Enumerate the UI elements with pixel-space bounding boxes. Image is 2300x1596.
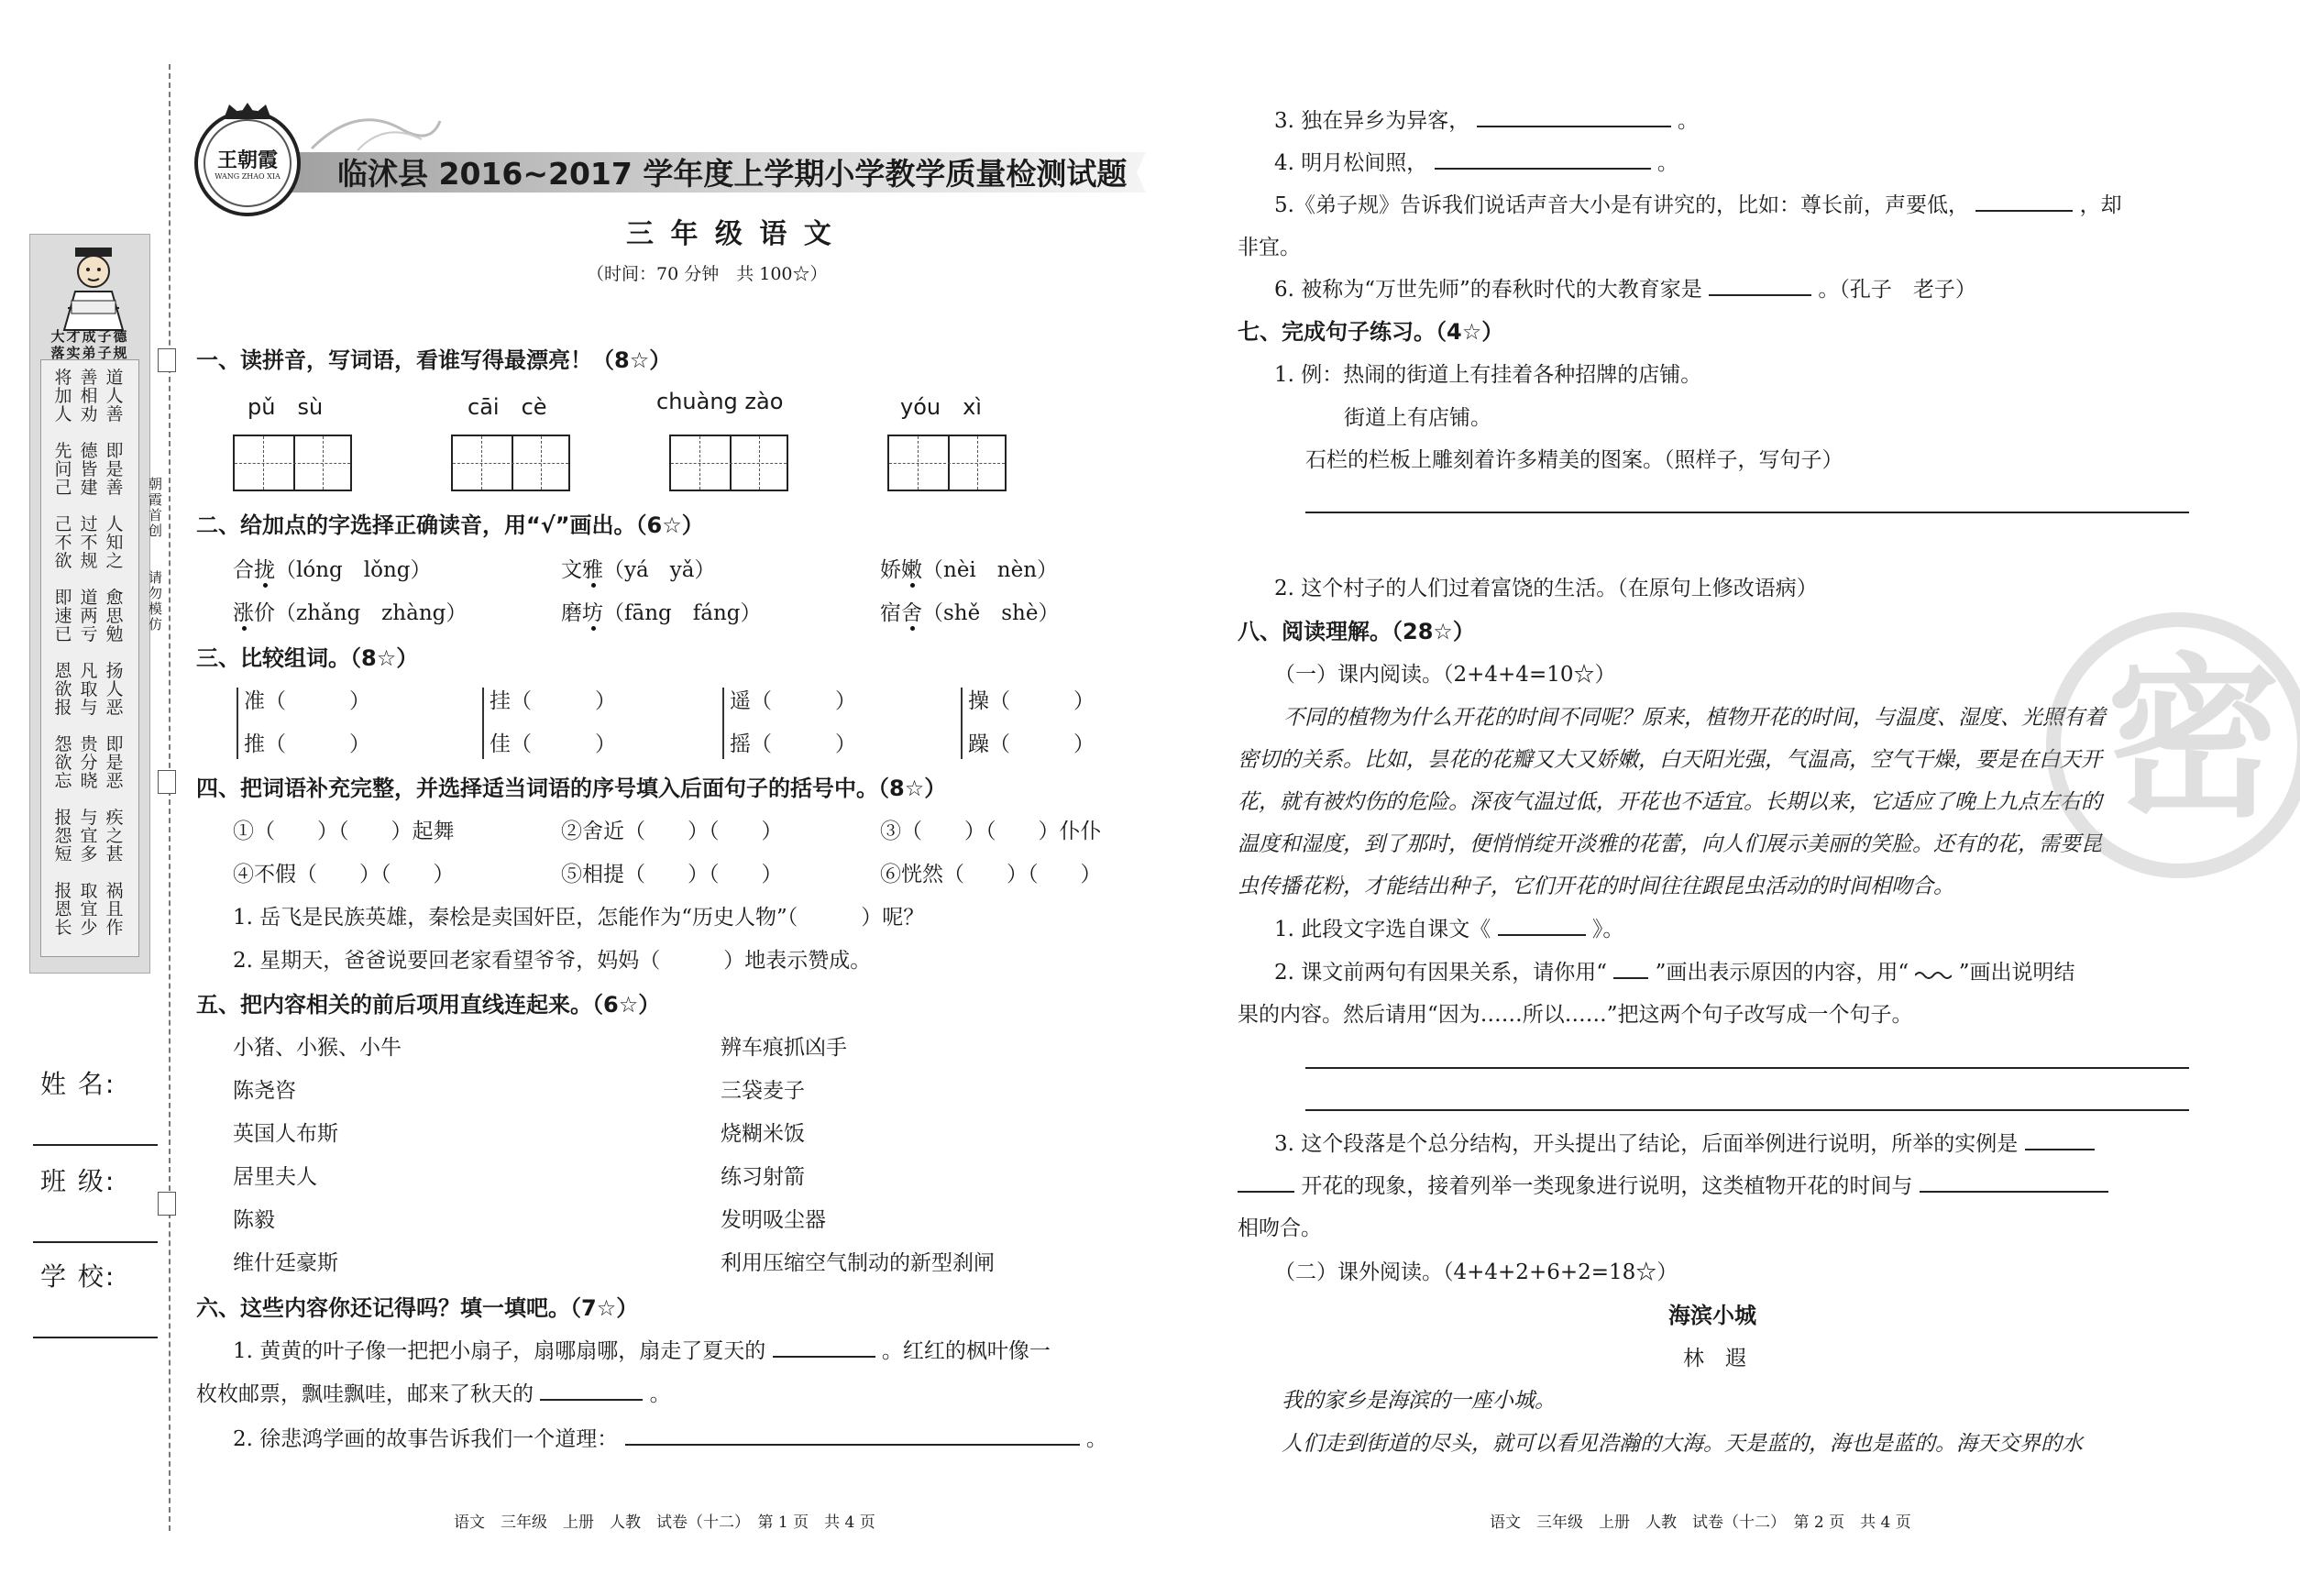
s6-question-5[interactable]: 5.《弟子规》告诉我们说话声音大小是有讲究的，比如：尊长前，声要低， ，却 (1274, 193, 2122, 217)
s5-left-item[interactable]: 陈毅 (233, 1208, 275, 1232)
writing-grid-1[interactable] (233, 435, 352, 491)
sidebar-verse: 即速已 (54, 588, 72, 644)
s5-right-item[interactable]: 三袋麦子 (721, 1079, 805, 1103)
footer-page-2: 语文 三年级 上册 人教 试卷（十二） 第 2 页 共 4 页 (1490, 1513, 1911, 1532)
logo-crown (220, 101, 275, 121)
s2-heading: 二、给加点的字选择正确读音，用“√”画出。（6☆） (196, 512, 704, 538)
s6-question-2[interactable]: 2. 徐悲鸿学画的故事告诉我们一个道理： 。 (233, 1427, 1107, 1451)
s3-item-2[interactable]: 挂（ ） (490, 689, 616, 713)
sidebar-verse: 凡取与 (80, 661, 98, 718)
s7-answer-line-1[interactable] (1305, 512, 2189, 513)
s6-heading: 六、这些内容你还记得吗？填一填吧。（7☆） (196, 1295, 639, 1321)
s3-heading: 三、比较组词。（8☆） (196, 645, 419, 671)
exam-time: （时间：70 分钟 共 100☆） (587, 264, 828, 284)
passage-line: 花，就有被灼伤的危险。深夜气温过低，开花也不适宜。长期以来，它适应了晚上九点左右的 (1238, 790, 2102, 814)
logo-subtext: WANG ZHAO XIA (215, 172, 281, 181)
s8-part-1: （一）课内阅读。（2+4+4=10☆） (1274, 663, 1616, 687)
s5-left-item[interactable]: 小猪、小猴、小牛 (233, 1036, 402, 1060)
sidebar-verse: 过不规 (80, 514, 98, 571)
compare-bracket-2 (482, 688, 484, 759)
s8-answer-line-1[interactable] (1305, 1067, 2189, 1069)
s3-item-7[interactable]: 摇（ ） (730, 732, 856, 756)
s4-idiom-2[interactable]: ②舍近（ ）（ ） (561, 820, 783, 843)
s8-answer-line-2[interactable] (1305, 1109, 2189, 1111)
s4-idiom-3[interactable]: ③（ ）（ ）仆仆 (880, 820, 1102, 843)
writing-grid-2[interactable] (451, 435, 570, 491)
s5-heading: 五、把内容相关的前后项用直线连起来。（6☆） (196, 992, 661, 1018)
sidebar-motto-top: 大才成子德 (50, 328, 129, 345)
passage-line: 虫传播花粉，才能结出种子，它们开花的时间往往跟昆虫活动的时间相吻合。 (1238, 875, 1954, 898)
answer-blank[interactable] (1238, 1172, 1294, 1193)
school-label: 学 校: (40, 1261, 116, 1292)
s8-heading: 八、阅读理解。（28☆） (1238, 619, 1475, 644)
s1-heading: 一、读拼音，写词语，看谁写得最漂亮！（8☆） (196, 347, 672, 373)
pinyin-2: cāi cè (468, 394, 547, 420)
s3-item-5[interactable]: 推（ ） (244, 732, 370, 756)
s4-idiom-4[interactable]: ④不假（ ）（ ） (233, 863, 455, 886)
s4-question-1[interactable]: 1. 岳飞是民族英雄，秦桧是卖国奸臣，怎能作为“历史人物”（ ）呢？ (233, 906, 925, 930)
s5-right-item[interactable]: 练习射箭 (721, 1165, 805, 1189)
vertical-note-1: 朝霞首创 (149, 476, 163, 539)
name-label: 姓 名: (40, 1069, 116, 1099)
logo-text: 王朝霞 (216, 149, 278, 172)
answer-blank[interactable] (1498, 916, 1586, 936)
s8-question-3-cont[interactable]: 开花的现象，接着列举一类现象进行说明，这类植物开花的时间与 (1238, 1172, 2108, 1200)
s5-right-item[interactable]: 发明吸尘器 (721, 1208, 826, 1232)
s7-task-1: 石栏的栏板上雕刻着许多精美的图案。（照样子，写句子） (1305, 448, 1843, 472)
writing-grid-3[interactable] (669, 435, 788, 491)
s8-question-2-cont: 果的内容。然后请用“因为……所以……”把这两个句子改写成一个句子。 (1238, 1003, 1913, 1027)
answer-blank[interactable] (1920, 1172, 2108, 1193)
s5-right-item[interactable]: 辨车痕抓凶手 (721, 1036, 847, 1060)
school-field[interactable] (33, 1337, 158, 1338)
s6-question-1[interactable]: 1. 黄黄的叶子像一把把小扇子，扇哪扇哪，扇走了夏天的 。红红的枫叶像一 (233, 1339, 1051, 1363)
s5-right-item[interactable]: 利用压缩空气制动的新型刹闸 (721, 1251, 995, 1275)
s3-item-3[interactable]: 遥（ ） (730, 689, 856, 713)
sidebar-motto-bottom: 落实弟子规 (50, 345, 129, 361)
passage-line: 不同的植物为什么开花的时间不同呢？原来，植物开花的时间，与温度、湿度、光照有着 (1283, 706, 2106, 730)
answer-blank[interactable] (1477, 107, 1671, 127)
s6-question-4[interactable]: 4. 明月松间照， 。 (1274, 151, 1678, 175)
story-author: 林 遐 (1683, 1347, 1746, 1370)
s2-item-1[interactable]: 合拢（lóng lǒng） (233, 558, 432, 582)
seal-watermark (2046, 612, 2300, 878)
sidebar-verse: 将加人 (54, 368, 72, 424)
s5-left-item[interactable]: 陈尧咨 (233, 1079, 296, 1103)
compare-bracket-3 (722, 688, 724, 759)
sidebar-verse: 取宜少 (80, 881, 98, 938)
sidebar-verse: 报怨短 (54, 808, 72, 864)
straight-underline-sample (1613, 959, 1648, 979)
class-label: 班 级: (40, 1166, 116, 1196)
s5-left-item[interactable]: 英国人布斯 (233, 1122, 338, 1146)
answer-blank[interactable] (540, 1381, 643, 1401)
sidebar-verse: 即是善 (105, 441, 124, 498)
vertical-note-2: 请勿模仿 (149, 569, 163, 633)
sidebar-verse: 己不欲 (54, 514, 72, 571)
s4-idiom-1[interactable]: ①（ ）（ ）起舞 (233, 820, 455, 843)
sidebar-verse: 人知之 (105, 514, 124, 571)
answer-blank[interactable] (1975, 192, 2073, 212)
s6-question-5-cont: 非宜。 (1238, 236, 1301, 259)
s3-item-1[interactable]: 准（ ） (244, 689, 370, 713)
seal-text: 密 (2106, 638, 2281, 841)
s3-item-4[interactable]: 操（ ） (968, 689, 1095, 713)
s4-idiom-5[interactable]: ⑤相提（ ）（ ） (561, 863, 783, 886)
s8-question-3-end: 相吻合。 (1238, 1216, 1322, 1240)
story-line: 人们走到街道的尽头，就可以看见浩瀚的大海。天是蓝的，海也是蓝的。海天交界的水 (1282, 1432, 2083, 1456)
pinyin-4: yóu xì (900, 394, 982, 420)
sidebar-verse: 与宜多 (80, 808, 98, 864)
footer-page-1: 语文 三年级 上册 人教 试卷（十二） 第 1 页 共 4 页 (454, 1513, 875, 1532)
s2-item-3[interactable]: 娇嫩（nèi nèn） (880, 558, 1059, 582)
sidebar-verse: 德皆建 (80, 441, 98, 498)
s6-question-6[interactable]: 6. 被称为“万世先师”的春秋时代的大教育家是 。（孔子 老子） (1274, 278, 1976, 302)
binding-mark-3 (158, 1192, 176, 1216)
s6-question-1-cont[interactable]: 枚枚邮票，飘哇飘哇，邮来了秋天的 。 (196, 1382, 671, 1406)
s2-item-6[interactable]: 宿舍（shě shè） (880, 601, 1060, 625)
passage-line: 密切的关系。比如，昙花的花瓣又大又娇嫩，白天阳光强，气温高，空气干燥，要是在白天开 (1238, 748, 2102, 772)
story-line: 我的家乡是海滨的一座小城。 (1282, 1389, 1556, 1413)
answer-blank[interactable] (2025, 1130, 2095, 1150)
passage-line: 温度和湿度，到了那时，便悄悄绽开淡雅的花蕾，向人们展示美丽的笑脸。还有的花，需要昆 (1238, 832, 2102, 856)
sidebar-verse: 怨欲忘 (54, 734, 72, 791)
fold-line (169, 64, 171, 1531)
scholar-illustration (48, 240, 139, 332)
answer-blank[interactable] (1709, 276, 1811, 296)
writing-grid-4[interactable] (887, 435, 1007, 491)
class-field[interactable] (33, 1241, 158, 1243)
story-title: 海滨小城 (1668, 1303, 1756, 1328)
s5-right-item[interactable]: 烧糊米饭 (721, 1122, 805, 1146)
s4-heading: 四、把词语补充完整，并选择适当词语的序号填入后面句子的括号中。（8☆） (196, 776, 947, 801)
sidebar-verse: 疾之甚 (105, 808, 124, 864)
s7-task-2[interactable]: 2. 这个村子的人们过着富饶的生活。（在原句上修改语病） (1274, 577, 1818, 600)
sidebar-verse: 道人善 (105, 368, 124, 424)
subject-title: 三 年 级 语 文 (626, 218, 835, 250)
binding-mark-1 (158, 348, 176, 372)
ribbon-swirl (303, 103, 449, 158)
s4-idiom-6[interactable]: ⑥恍然（ ）（ ） (880, 863, 1102, 886)
s5-left-item[interactable]: 维什廷豪斯 (233, 1251, 338, 1275)
compare-bracket-4 (961, 688, 963, 759)
exam-title: 临沭县 2016~2017 学年度上学期小学教学质量检测试题 (337, 156, 1128, 192)
s7-heading: 七、完成句子练习。（4☆） (1238, 319, 1504, 345)
s7-example-short: 街道上有店铺。 (1344, 406, 1491, 430)
s4-question-2[interactable]: 2. 星期天，爸爸说要回老家看望爷爷，妈妈（ ）地表示赞成。 (233, 949, 872, 973)
s3-item-8[interactable]: 躁（ ） (968, 732, 1095, 756)
sidebar-verse: 道两亏 (80, 588, 98, 644)
s8-question-1[interactable]: 1. 此段文字选自课文《 》。 (1274, 918, 1624, 941)
sidebar-verse: 先问己 (54, 441, 72, 498)
s2-item-5[interactable]: 磨坊（fāng fáng） (561, 601, 762, 625)
s6-question-3[interactable]: 3. 独在异乡为异客， 。 (1274, 109, 1699, 133)
s2-item-4[interactable]: 涨价（zhǎng zhàng） (233, 601, 468, 625)
binding-mark-2 (158, 770, 176, 794)
s2-item-2[interactable]: 文雅（yá yǎ） (561, 558, 716, 582)
sidebar-verse: 善相劝 (80, 368, 98, 424)
pinyin-1: pǔ sù (248, 394, 324, 420)
s8-question-3[interactable]: 3. 这个段落是个总分结构，开头提出了结论，后面举例进行说明，所举的实例是 (1274, 1130, 2095, 1158)
s8-part-2: （二）课外阅读。（4+4+2+6+2=18☆） (1274, 1260, 1678, 1284)
name-field[interactable] (33, 1144, 158, 1146)
sidebar-verse: 即是恶 (105, 734, 124, 791)
sidebar-verse: 愈思勉 (105, 588, 124, 644)
compare-bracket-1 (237, 688, 238, 759)
sidebar-verse: 扬人恶 (105, 661, 124, 718)
wavy-underline-sample (1915, 968, 1952, 981)
s5-left-item[interactable]: 居里夫人 (233, 1165, 317, 1189)
sidebar-verse: 报恩长 (54, 881, 72, 938)
brand-logo (194, 110, 301, 216)
pinyin-3: chuàng zào (656, 389, 784, 414)
answer-blank[interactable] (625, 1425, 1080, 1446)
sidebar-verse: 祸且作 (105, 881, 124, 938)
s7-example: 1. 例：热闹的街道上有挂着各种招牌的店铺。 (1274, 363, 1702, 387)
s8-question-2[interactable]: 2. 课文前两句有因果关系，请你用“ ”画出表示原因的内容，用“ ”画出说明结 (1274, 961, 2075, 985)
answer-blank[interactable] (1435, 149, 1651, 170)
sidebar-verse: 贵分晓 (80, 734, 98, 791)
answer-blank[interactable] (773, 1337, 875, 1358)
s3-item-6[interactable]: 佳（ ） (490, 732, 616, 756)
sidebar-verse: 恩欲报 (54, 661, 72, 718)
